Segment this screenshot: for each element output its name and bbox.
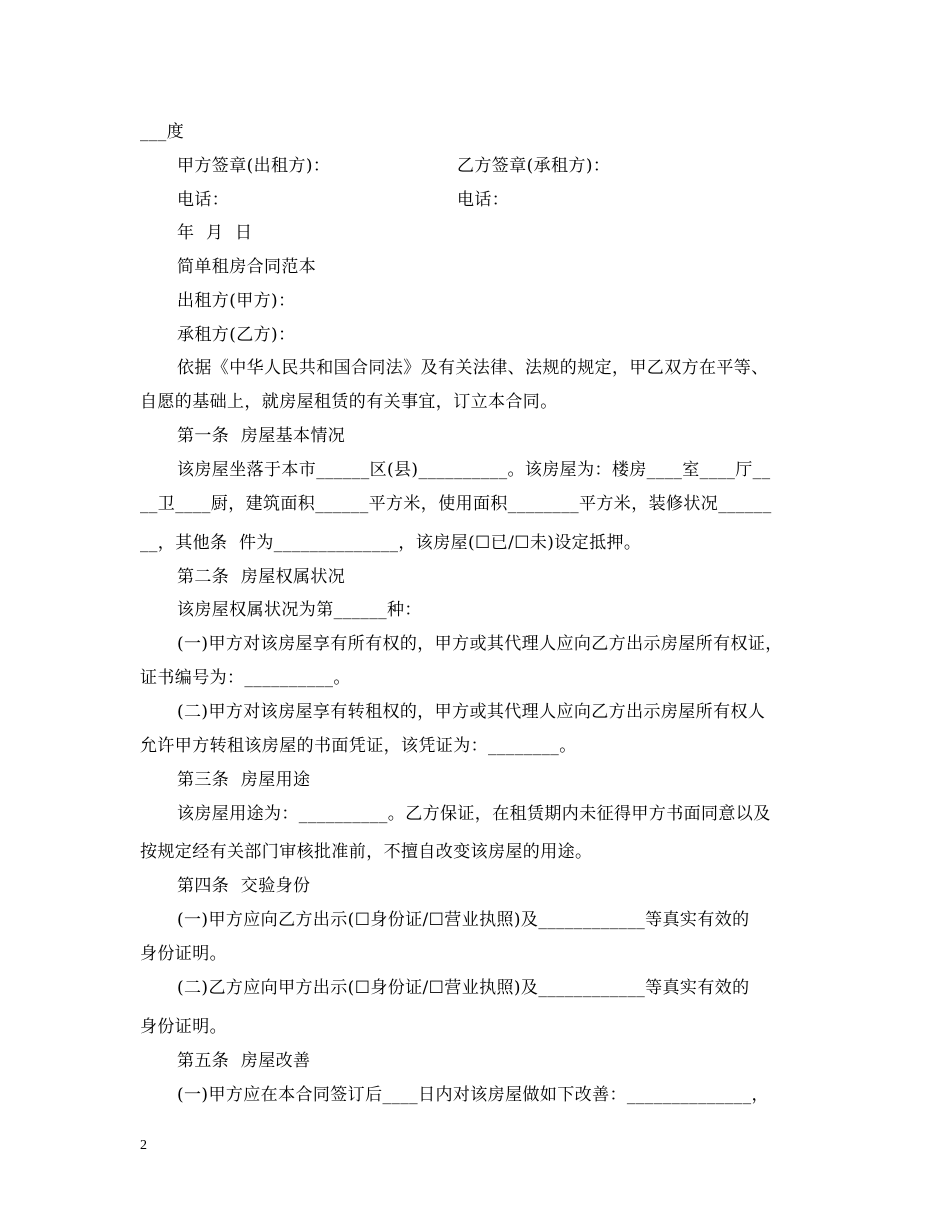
paragraph-line: __，其他条 件为______________，该房屋(☐已/☐未)设定抵押。 xyxy=(140,533,642,553)
paragraph-line: 允许甲方转租该房屋的书面凭证，该凭证为：________。 xyxy=(140,736,577,756)
paragraph-line: 身份证明。 xyxy=(140,944,227,964)
paragraph-line: 按规定经有关部门审核批准前，不擅自改变该房屋的用途。 xyxy=(140,842,593,862)
paragraph-line: (二)甲方对该房屋享有转租权的，甲方或其代理人应向乙方出示房屋所有权人 xyxy=(177,702,766,722)
paragraph-line: 该房屋坐落于本市______区(县)__________。该房屋为：楼房____室____厅__ xyxy=(177,460,771,480)
party-b-phone-label: 电话： xyxy=(457,190,510,210)
text-line: ___度 xyxy=(140,122,185,142)
lessor-label: 出租方(甲方)： xyxy=(177,291,296,311)
paragraph-line: 自愿的基础上，就房屋租赁的有关事宜，订立本合同。 xyxy=(140,392,558,412)
lessee-label: 承租方(乙方)： xyxy=(177,325,296,345)
paragraph-line: 身份证明。 xyxy=(140,1017,227,1037)
page-number: 2 xyxy=(140,1138,147,1153)
paragraph-line: __卫____厨，建筑面积______平方米，使用面积________平方米，装修状况______ xyxy=(140,494,772,514)
party-b-signature-label: 乙方签章(承租方)： xyxy=(457,156,611,176)
paragraph-line: 证书编号为：__________。 xyxy=(140,668,351,688)
paragraph-line: (一)甲方对该房屋享有所有权的，甲方或其代理人应向乙方出示房屋所有权证， xyxy=(177,634,783,654)
article-heading: 第二条 房屋权属状况 xyxy=(177,567,346,587)
party-a-phone-label: 电话： xyxy=(177,190,230,210)
article-heading: 第四条 交验身份 xyxy=(177,876,311,896)
article-heading: 第三条 房屋用途 xyxy=(177,770,311,790)
paragraph-line: 该房屋用途为：__________。乙方保证，在租赁期内未征得甲方书面同意以及 xyxy=(177,804,771,824)
paragraph-line: 该房屋权属状况为第______种： xyxy=(177,600,422,620)
paragraph-line: (一)甲方应在本合同签订后____日内对该房屋做如下改善：______________， xyxy=(177,1085,769,1105)
document-title: 简单租房合同范本 xyxy=(177,257,317,277)
article-heading: 第一条 房屋基本情况 xyxy=(177,426,346,446)
paragraph-line: (二)乙方应向甲方出示(☐身份证/☐营业执照)及____________等真实有效的 xyxy=(177,978,750,998)
article-heading: 第五条 房屋改善 xyxy=(177,1051,311,1071)
paragraph-line: 依据《中华人民共和国合同法》及有关法律、法规的规定，甲乙双方在平等、 xyxy=(177,358,769,378)
date-line: 年 月 日 xyxy=(177,223,253,243)
paragraph-line: (一)甲方应向乙方出示(☐身份证/☐营业执照)及____________等真实有效的 xyxy=(177,910,750,930)
party-a-signature-label: 甲方签章(出租方)： xyxy=(177,156,331,176)
